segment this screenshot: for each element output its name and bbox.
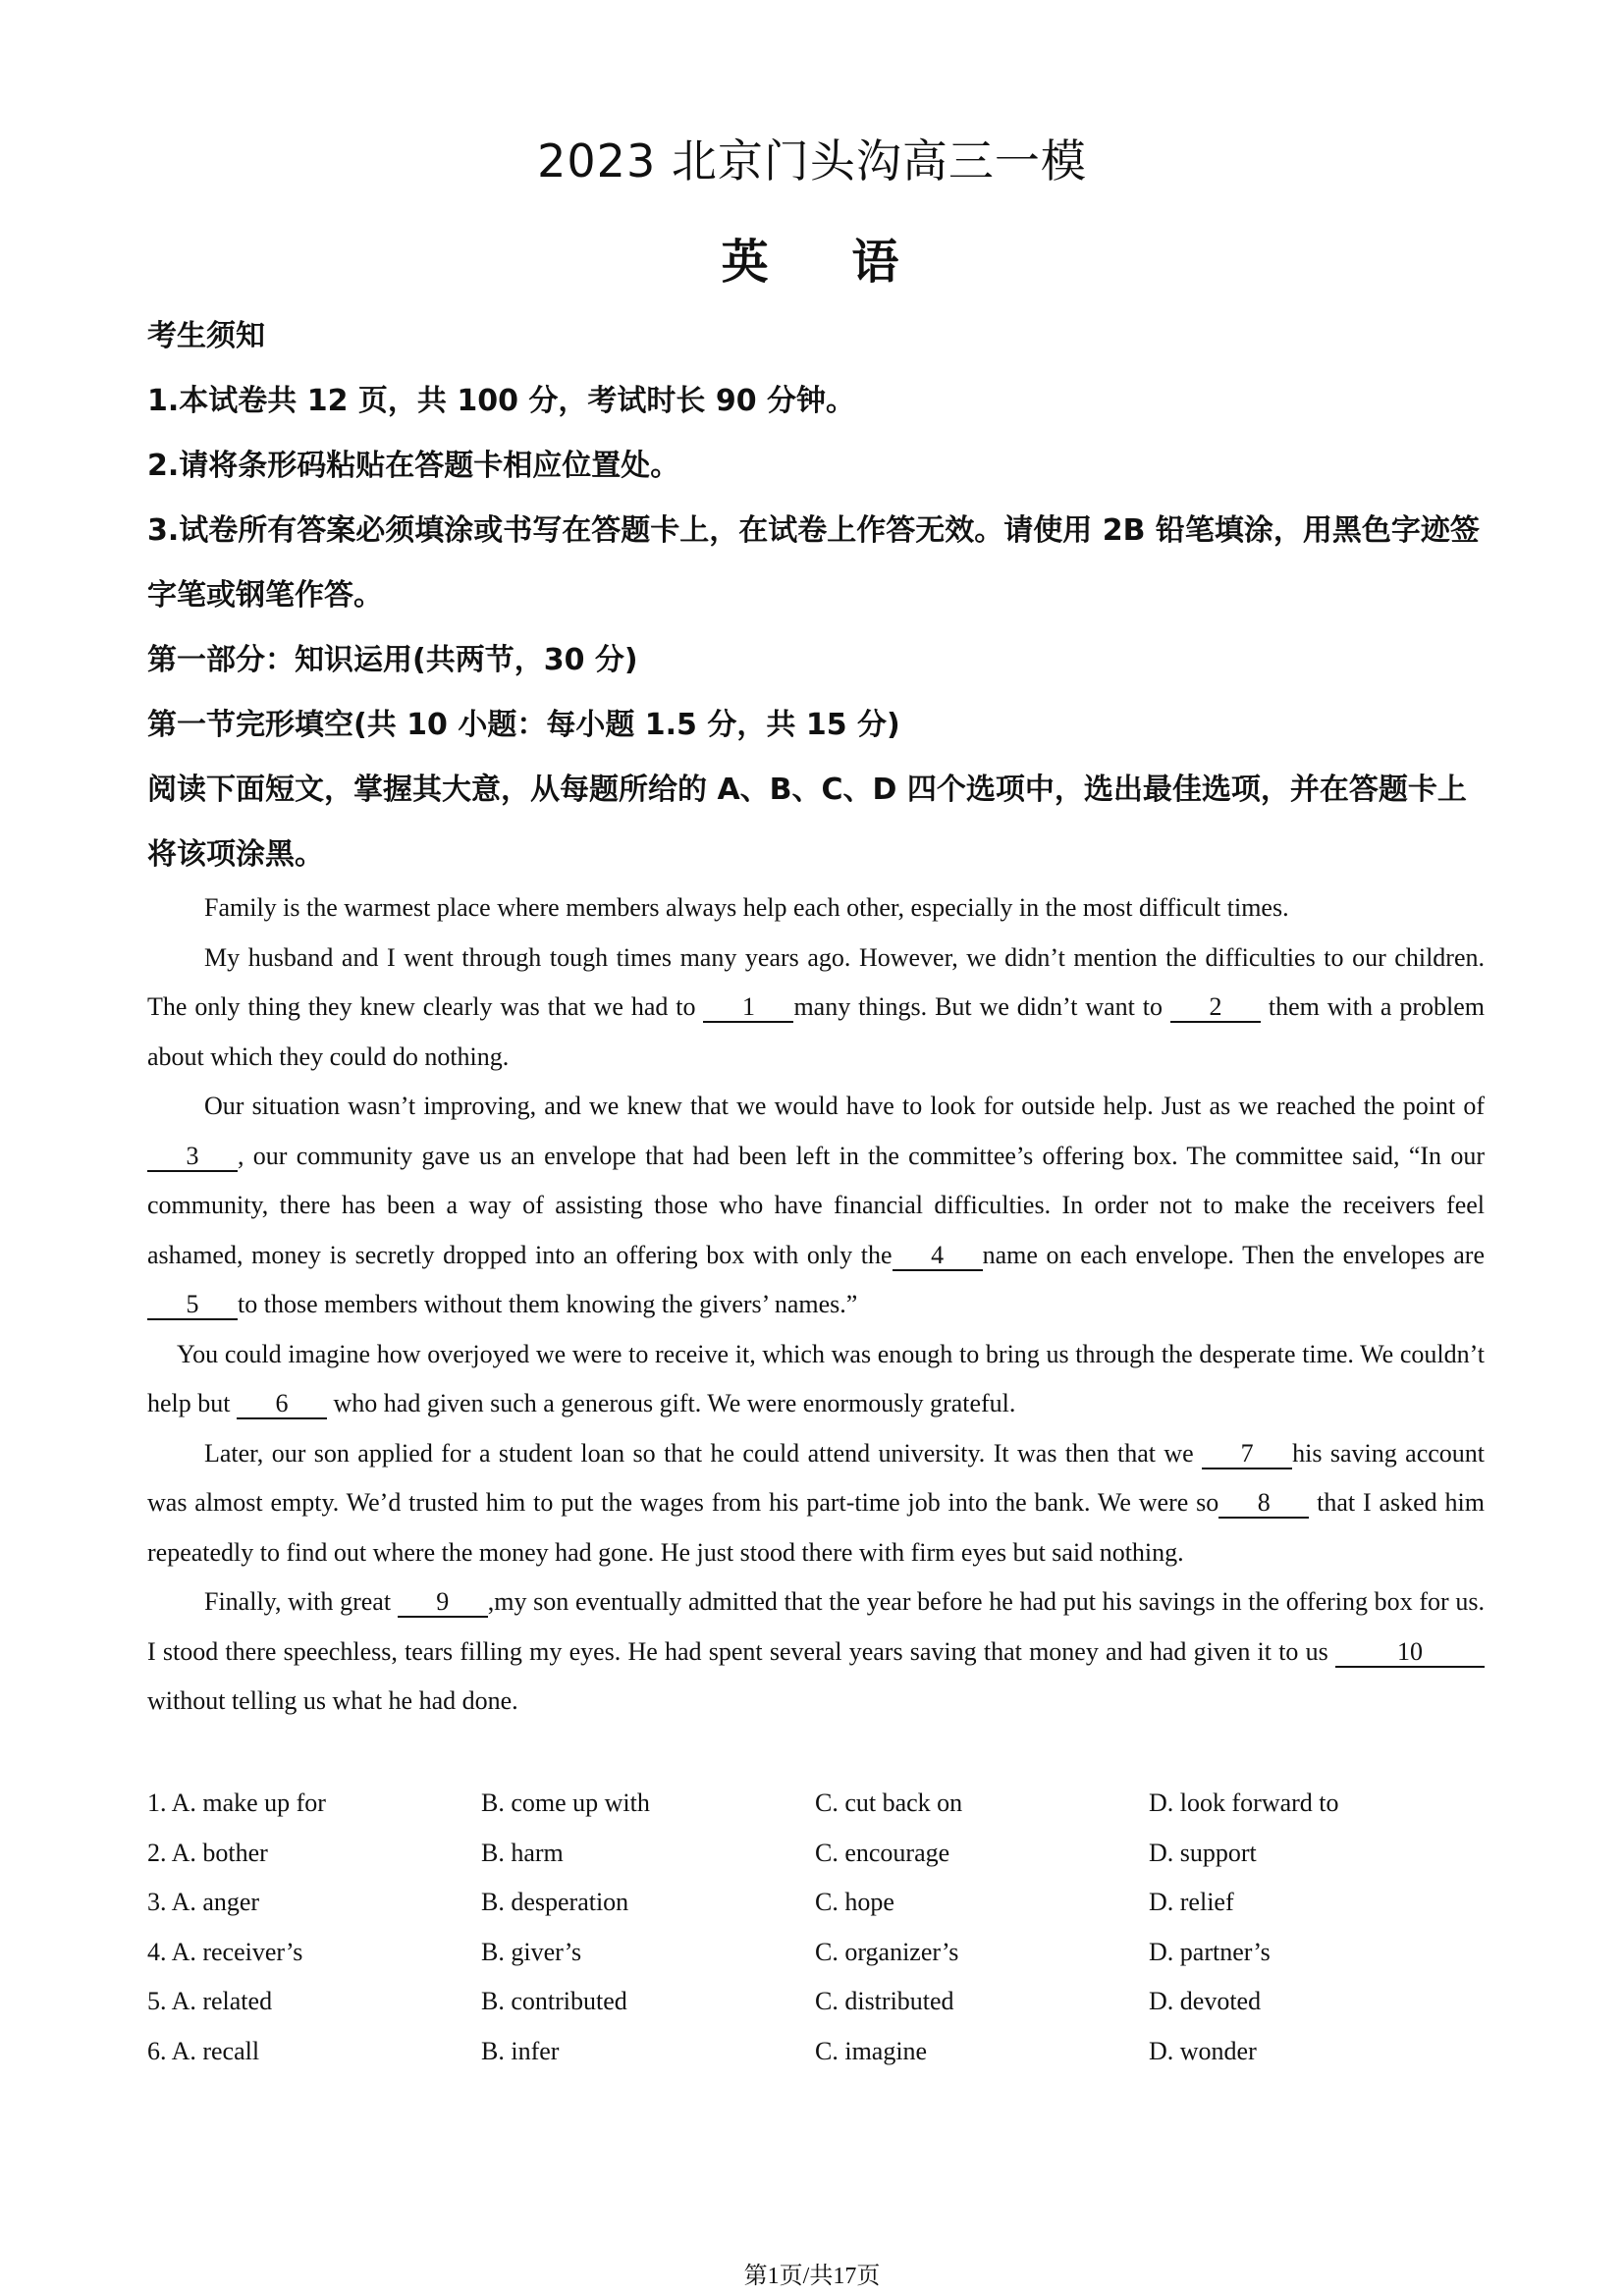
answer-options [147, 1779, 1483, 2076]
blank-7: 7 [1202, 1440, 1292, 1469]
blank-9: 9 [398, 1588, 488, 1618]
blank-8: 8 [1218, 1489, 1309, 1519]
option-b: B. come up with [481, 1789, 650, 1817]
blank-1: 1 [703, 993, 793, 1023]
cloze-passage [147, 883, 1485, 1727]
option-row-5 [147, 1977, 1483, 2027]
passage-text: Family is the warmest place where members always help each other, especially in the most difficult times. [204, 893, 1289, 922]
passage-text: his saving account was almost empty. We’d trusted him to put the wages from his part-time job into the bank. We were so [147, 1438, 1485, 1517]
passage-text: , our community gave us an envelope that had been left in the committee’s offering box. The committee said, “In our community, there has been a way of assisting those who have financial difficulties. In order not to make the receivers feel ashamed, money is secretly dropped into an offering box with only the [147, 1141, 1485, 1269]
passage-text: that I asked him repeatedly to find out where the money had gone. He just stood there with firm eyes but said nothing. [147, 1488, 1485, 1567]
option-a: 6. A. recall [147, 2036, 260, 2065]
passage-text: You could imagine how overjoyed we were to receive it, which was enough to bring us through the desperate time. We couldn’t help but [147, 1339, 1485, 1417]
option-c: C. imagine [815, 2036, 928, 2065]
option-d: D. support [1149, 1838, 1257, 1867]
passage-paragraph-6 [147, 1577, 1485, 1727]
passage-text: ,my son eventually admitted that the year before he had put his savings in the offering box for us. I stood there speechless, tears filling my eyes. He had spent several years saving that money and had given it to us [147, 1587, 1485, 1666]
option-c: C. cut back on [815, 1789, 963, 1817]
exam-notice [147, 304, 1483, 887]
passage-paragraph-5 [147, 1429, 1485, 1578]
passage-text: Finally, with great [204, 1587, 398, 1616]
subject-title: 英 语 [721, 235, 903, 290]
option-c: C. hope [815, 1888, 894, 1916]
passage-text: without telling us what he had done. [147, 1686, 518, 1715]
blank-2: 2 [1170, 993, 1261, 1023]
option-row-1 [147, 1779, 1483, 1829]
option-row-4 [147, 1928, 1483, 1978]
option-b: B. giver’s [481, 1937, 582, 1966]
page-number: 第1页/共17页 [743, 2264, 881, 2289]
blank-3: 3 [147, 1143, 238, 1172]
option-row-2 [147, 1829, 1483, 1879]
notice-heading: 考生须知 [147, 319, 265, 353]
passage-paragraph-4 [147, 1330, 1485, 1429]
blank-5: 5 [147, 1291, 238, 1320]
exam-title: 2023 北京门头沟高三一模 [537, 134, 1087, 187]
blank-4: 4 [893, 1242, 983, 1271]
part-title: 第一部分：知识运用(共两节，30 分) [147, 643, 638, 677]
instruction-text: 阅读下面短文，掌握其大意，从每题所给的 A、B、C、D 四个选项中，选出最佳选项，并在答题卡上将该项涂黑。 [147, 773, 1467, 872]
passage-text: Later, our son applied for a student loan so that he could attend university. It was then that we [204, 1438, 1203, 1468]
option-b: B. contributed [481, 1987, 627, 2015]
blank-6: 6 [237, 1390, 327, 1419]
option-b: B. harm [481, 1838, 564, 1867]
option-d: D. wonder [1149, 2036, 1257, 2065]
passage-text: many things. But we didn’t want to [793, 992, 1170, 1021]
option-d: D. relief [1149, 1888, 1234, 1916]
passage-paragraph-3 [147, 1082, 1485, 1330]
option-row-3 [147, 1878, 1483, 1928]
passage-paragraph-2 [147, 934, 1485, 1083]
option-b: B. desperation [481, 1888, 629, 1916]
passage-text: to those members without them knowing the givers’ names.” [238, 1290, 858, 1318]
notice-item-2: 2.请将条形码粘贴在答题卡相应位置处。 [147, 449, 680, 483]
option-d: D. devoted [1149, 1987, 1262, 2015]
passage-text: Our situation wasn’t improving, and we knew that we would have to look for outside help. Just as we reached the point of [204, 1092, 1485, 1120]
notice-item-1: 1.本试卷共 12 页，共 100 分，考试时长 90 分钟。 [147, 384, 856, 418]
passage-text: My husband and I went through tough times many years ago. However, we didn’t mention the difficulties to our children. The only thing they knew clearly was that we had to [147, 942, 1485, 1021]
notice-item-3: 3.试卷所有答案必须填涂或书写在答题卡上，在试卷上作答无效。请使用 2B 铅笔填涂，用黑色字迹签字笔或钢笔作答。 [147, 513, 1480, 613]
passage-text: name on each envelope. Then the envelopes are [982, 1240, 1486, 1269]
option-row-6 [147, 2027, 1483, 2077]
option-c: C. distributed [815, 1987, 954, 2015]
option-d: D. look forward to [1149, 1789, 1339, 1817]
section-title: 第一节完形填空(共 10 小题：每小题 1.5 分，共 15 分) [147, 708, 900, 742]
option-c: C. encourage [815, 1838, 950, 1867]
option-a: 3. A. anger [147, 1888, 260, 1916]
option-a: 5. A. related [147, 1987, 273, 2015]
passage-text: them with a problem about which they could do nothing. [147, 992, 1485, 1071]
option-d: D. partner’s [1149, 1937, 1271, 1966]
passage-text: who had given such a generous gift. We were enormously grateful. [327, 1389, 1016, 1417]
option-b: B. infer [481, 2036, 560, 2065]
blank-10: 10 [1335, 1638, 1485, 1668]
option-a: 1. A. make up for [147, 1789, 326, 1817]
option-c: C. organizer’s [815, 1937, 959, 1966]
option-a: 4. A. receiver’s [147, 1937, 303, 1966]
option-a: 2. A. bother [147, 1838, 268, 1867]
passage-paragraph-1 [147, 883, 1485, 934]
